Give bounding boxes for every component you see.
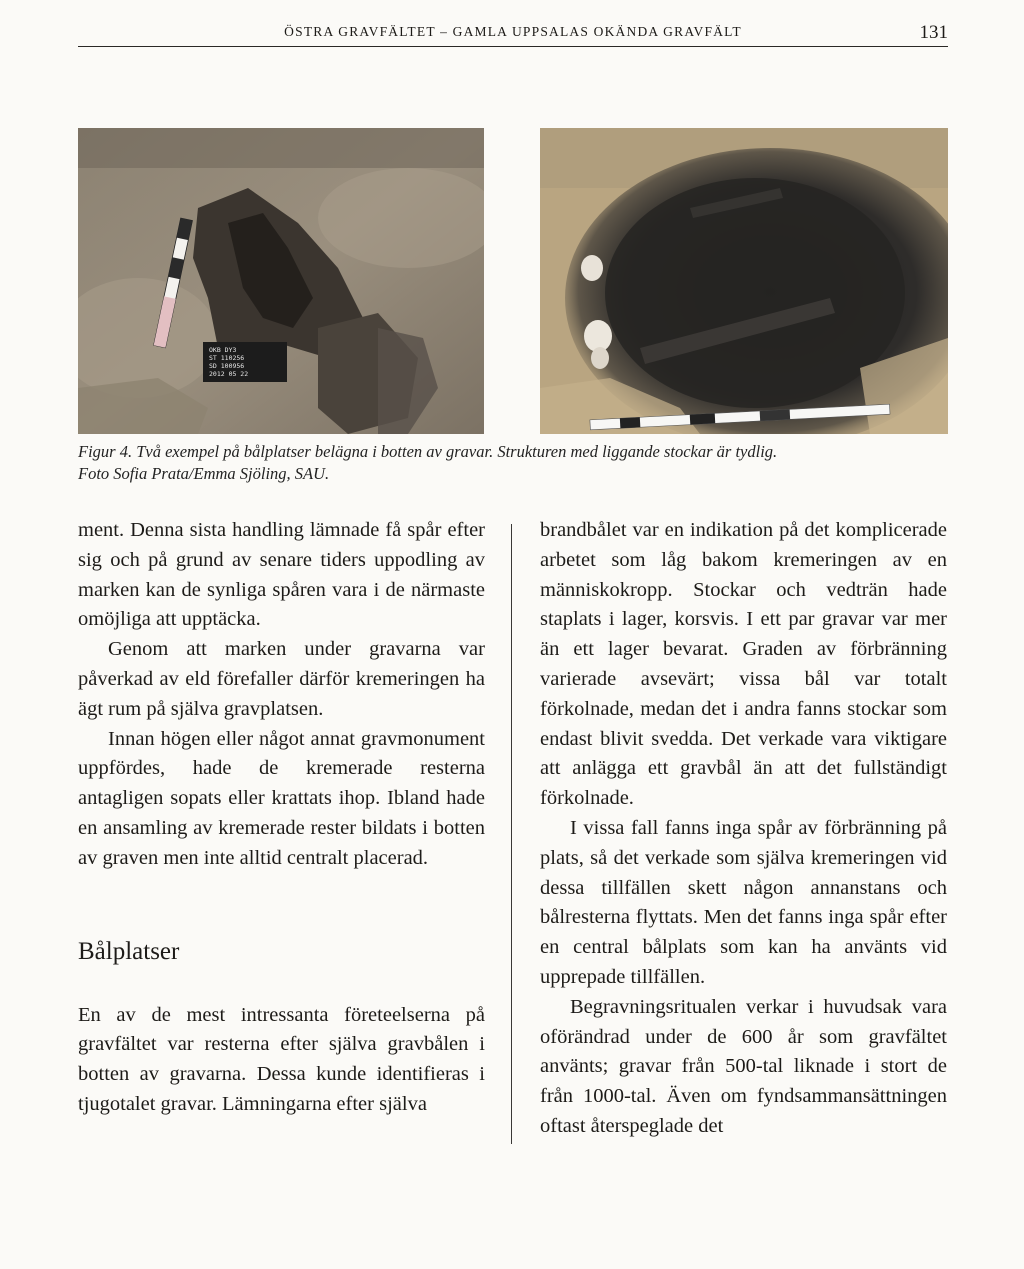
figure-caption (78, 441, 958, 485)
excavation-photo-right (540, 128, 948, 434)
photo-left-image (78, 128, 484, 434)
paragraph: brandbålet var en indikation på det komplicerade arbetet som låg bakom kremeringen av en människokropp. Stockar och vedträn hade staplats i lager, korsvis. I ett par gravar var mer än ett lager bevarat. Graden av förbränning varierade avsevärt; vissa bål var totalt förkolnade, medan det i andra fanns stockar som endast blivit svedda. Det verkade vara viktigare att anlägga ett gravbål än att det fullständigt förkolnade. (540, 519, 947, 810)
sign-line-1: OKB DY3 (209, 346, 237, 354)
excavation-photo-left (78, 128, 484, 434)
sign-line-4: 2012 05 22 (209, 370, 249, 378)
paragraph: Genom att marken under gravarna var påverkad av eld förefaller därför kremeringen ha ägt rum på själva gravplatsen. (78, 638, 485, 720)
paragraph: Begravningsritualen verkar i huvudsak vara oförändrad under de 600 år som gravfältet använts; gravar från 500-tal liknade i stort de från 1000-tal. Även om fyndsammansättningen oftast återspeglade det (540, 995, 947, 1137)
page-number: 131 (919, 22, 948, 43)
running-title: ÖSTRA GRAVFÄLTET – GAMLA UPPSALAS OKÄNDA GRAVFÄLT (284, 24, 742, 39)
photo-right-image (540, 128, 948, 434)
paragraph: Innan högen eller något annat gravmonument uppfördes, hade de kremerade resterna antagligen sopats eller krattats ihop. Ibland hade en ansamling av kremerade rester bildats i botten av graven men inte alltid centralt placerad. (78, 727, 485, 869)
column-divider (511, 524, 512, 1144)
paragraph: En av de mest intressanta företeelserna på gravfältet var resterna efter själva gravbålen i botten av gravarna. Dessa kunde identifieras i tjugotalet gravar. Lämningarna efter själva (78, 1003, 485, 1115)
paragraph: ment. Denna sista handling lämnade få spår efter sig och på grund av senare tiders uppodling av marken kan de synliga spåren vara i de närmaste omöjliga att upptäcka. (78, 519, 485, 631)
running-head (78, 22, 948, 47)
figure-caption-line-1: Figur 4. Två exempel på bålplatser belägna i botten av gravar. Strukturen med liggande stockar är tydlig. (78, 442, 778, 461)
section-heading: Bålplatser (78, 937, 180, 965)
sign-line-3: SD 100956 (209, 362, 245, 370)
paragraph: I vissa fall fanns inga spår av förbränning på plats, så det verkade som själva kremeringen vid dessa tillfällen skett någon annanstans och bålresterna flyttats. Men det fanns inga spår efter en central bålplats som kan ha använts vid upprepade tillfällen. (540, 816, 947, 988)
sign-line-2: ST 110256 (209, 354, 245, 362)
left-column (78, 516, 485, 1120)
right-column (540, 516, 947, 1142)
figure-caption-line-2: Foto Sofia Prata/Emma Sjöling, SAU. (78, 464, 330, 483)
